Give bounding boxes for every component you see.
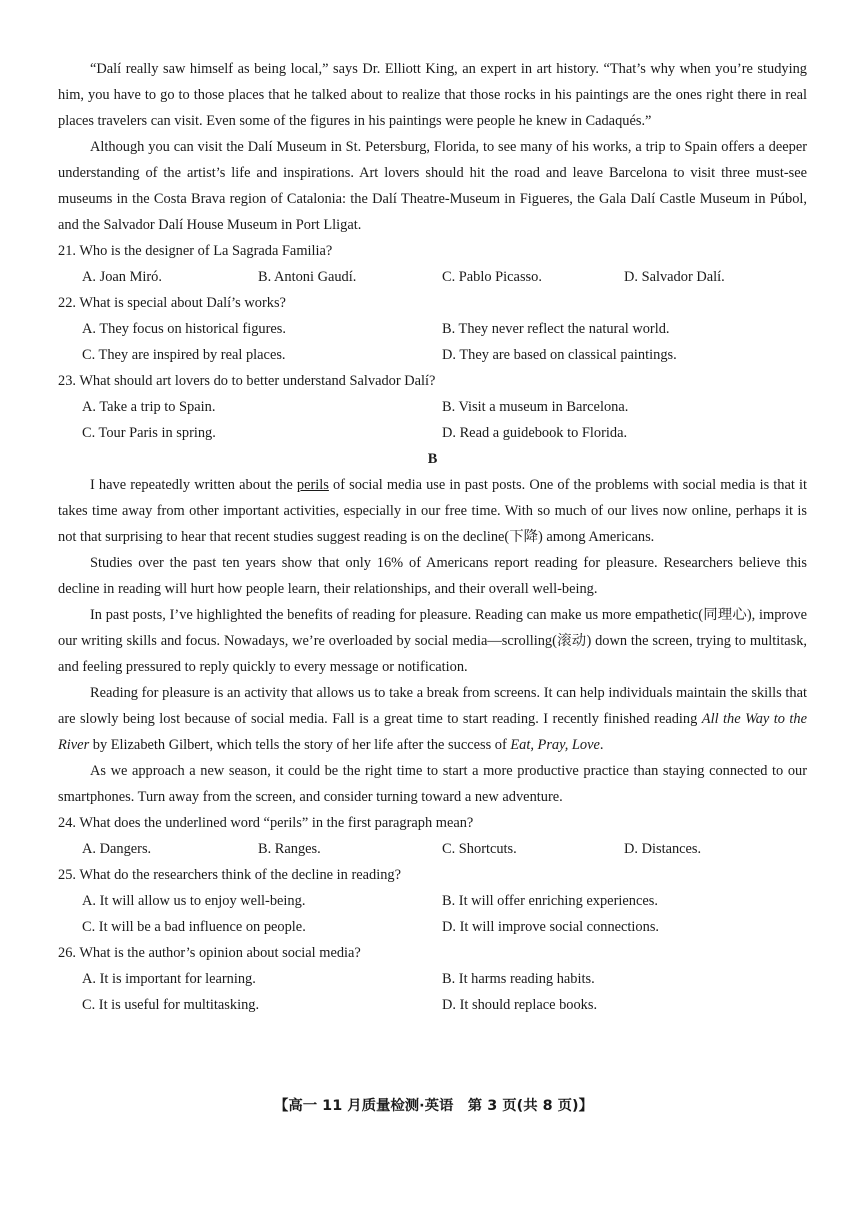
question-stem: 24. What does the underlined word “perils” in the first paragraph mean? [58,815,474,831]
answer-options-row-2 [58,342,807,368]
option-a[interactable]: A. Joan Miró. [82,269,162,285]
answer-options-row-1 [58,394,807,420]
book-title: Eat, Pray, Love [510,737,600,753]
option-c[interactable]: C. Pablo Picasso. [442,269,542,285]
option-d[interactable]: D. Read a guidebook to Florida. [442,425,628,441]
question-stem: 25. What do the researchers think of the decline in reading? [58,867,401,883]
option-c[interactable]: C. It is useful for multitasking. [82,997,260,1013]
answer-options-row-2 [58,992,807,1018]
text-run: I have repeatedly written about the [90,477,297,493]
page-footer: 【高一 11 月质量检测·英语 第 3 页(共 8 页)】 [274,1098,593,1114]
option-a[interactable]: A. Take a trip to Spain. [82,399,216,415]
option-a[interactable]: A. It is important for learning. [82,971,256,987]
passage-a-paragraph-1: “Dalí really saw himself as being local,” says Dr. Elliott King, an expert in art history. “That’s why when you’re studying him, you have to go to those places that he talked about to realize that those rocks in his paintings are the ones right there in real places travelers can visit. Even some of the figures in his paintings were people he knew in Cadaqués.” [58,61,807,129]
question-stem: 22. What is special about Dalí’s works? [58,295,286,311]
passage-b-paragraph-4 [58,680,807,758]
option-b[interactable]: B. Ranges. [258,841,321,857]
option-a[interactable]: A. Dangers. [82,841,152,857]
option-c[interactable]: C. Shortcuts. [442,841,517,857]
answer-options [58,264,807,290]
passage-b-paragraph-2: Studies over the past ten years show that only 16% of Americans report reading for pleasure. Researchers believe this decline in reading will hurt how people learn, their relationships, and their overall well-being. [58,555,807,597]
text-run: Reading for pleasure is an activity that allows us to take a break from screens. It can help individuals maintain the skills that are slowly being lost because of social media. Fall is a great time to start reading. I recently finished reading [58,685,807,727]
option-d[interactable]: D. They are based on classical paintings. [442,347,677,363]
option-d[interactable]: D. It should replace books. [442,997,598,1013]
question-25 [58,862,807,940]
passage-b-paragraph-1 [58,472,807,550]
question-stem: 26. What is the author’s opinion about social media? [58,945,361,961]
answer-options-row-1 [58,316,807,342]
answer-options-row-1 [58,888,807,914]
book-title: All the Way to the River [58,711,807,753]
question-26 [58,940,807,1018]
question-stem: 21. Who is the designer of La Sagrada Familia? [58,243,333,259]
question-stem: 23. What should art lovers do to better understand Salvador Dalí? [58,373,436,389]
section-heading-b: B [427,451,438,467]
option-d[interactable]: D. Distances. [624,841,702,857]
exam-page [58,56,807,1018]
question-23 [58,368,807,446]
underlined-word-perils: perils [296,477,329,493]
option-b[interactable]: B. It will offer enriching experiences. [442,893,658,909]
option-a[interactable]: A. They focus on historical figures. [82,321,286,337]
option-c[interactable]: C. Tour Paris in spring. [82,425,216,441]
answer-options [58,836,807,862]
option-c[interactable]: C. It will be a bad influence on people. [82,919,306,935]
answer-options-row-2 [58,420,807,446]
passage-b-paragraph-3: In past posts, I’ve highlighted the benefits of reading for pleasure. Reading can make us more empathetic(同理心), improve our writing skills and focus. Nowadays, we’re overloaded by social media—scrolling(滚动) down the screen, trying to multitask, and feeling pressured to reply quickly to every message or notification. [58,607,807,675]
option-b[interactable]: B. It harms reading habits. [442,971,595,987]
answer-options-row-2 [58,914,807,940]
option-d[interactable]: D. It will improve social connections. [442,919,660,935]
option-b[interactable]: B. Visit a museum in Barcelona. [442,399,629,415]
text-run: by Elizabeth Gilbert, which tells the story of her life after the success of [89,737,511,753]
option-b[interactable]: B. They never reflect the natural world. [442,321,670,337]
text-run: of social media use in past posts. One of the problems with social media is that it takes time away from other important activities, especially in our free time. With so much of our lives now online, perhaps it is not that surprising to hear that recent studies suggest reading is on the decline(下降) among Americans. [58,477,807,545]
option-c[interactable]: C. They are inspired by real places. [82,347,286,363]
option-b[interactable]: B. Antoni Gaudí. [258,269,357,285]
question-22 [58,290,807,368]
passage-b-paragraph-5: As we approach a new season, it could be the right time to start a more productive practice than staying connected to our smartphones. Turn away from the screen, and consider turning toward a new adventure. [58,763,807,805]
text-run: . [599,737,604,753]
option-d[interactable]: D. Salvador Dalí. [624,269,725,285]
question-21 [58,238,807,290]
option-a[interactable]: A. It will allow us to enjoy well-being. [82,893,306,909]
answer-options-row-1 [58,966,807,992]
passage-a-paragraph-2: Although you can visit the Dalí Museum in St. Petersburg, Florida, to see many of his works, a trip to Spain offers a deeper understanding of the artist’s life and inspirations. Art lovers should hit the road and leave Barcelona to visit three must-see museums in the Costa Brava region of Catalonia: the Dalí Theatre-Museum in Figueres, the Gala Dalí Castle Museum in Púbol, and the Salvador Dalí House Museum in Port Lligat. [58,139,807,233]
question-24 [58,810,807,862]
